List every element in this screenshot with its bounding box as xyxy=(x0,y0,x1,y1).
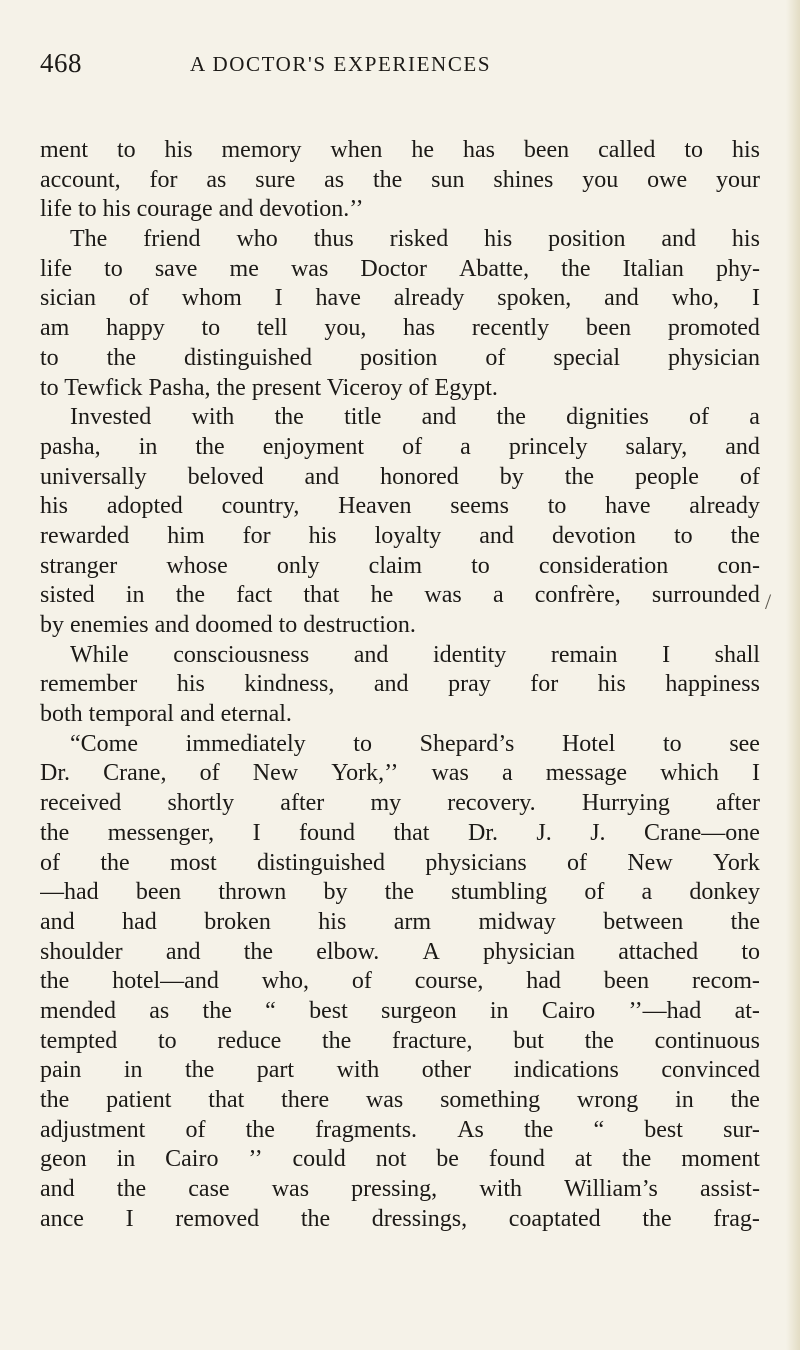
text-line: received shortly after my recovery. Hurrying after xyxy=(40,790,760,817)
text-line: and had broken his arm midway between the xyxy=(40,908,760,935)
text-line: geon in Cairo ’’ could not be found at the moment xyxy=(40,1146,760,1173)
text-line: life to save me was Doctor Abatte, the Italian phy- xyxy=(40,255,760,282)
running-title: A DOCTOR'S EXPERIENCES xyxy=(190,52,492,76)
text-line: the messenger, I found that Dr. J. J. Crane—one xyxy=(40,819,760,846)
text-line: and the case was pressing, with William’s assist- xyxy=(40,1176,760,1203)
text-line: account, for as sure as the sun shines you owe your xyxy=(40,166,760,193)
text-line: his adopted country, Heaven seems to have already xyxy=(40,493,760,520)
text-line: life to his courage and devotion.’’ xyxy=(40,196,364,223)
text-line: ance I removed the dressings, coaptated the frag- xyxy=(40,1205,760,1232)
text-line: pasha, in the enjoyment of a princely salary, and xyxy=(40,433,760,460)
text-line: shoulder and the elbow. A physician attached to xyxy=(40,938,760,965)
text-line: “Come immediately to Shepard’s Hotel to see xyxy=(70,730,760,757)
text-line: am happy to tell you, has recently been promoted xyxy=(40,315,760,342)
text-line: of the most distinguished physicians of New York xyxy=(40,849,760,876)
text-line: rewarded him for his loyalty and devotion to the xyxy=(40,522,760,549)
text-line: mended as the “ best surgeon in Cairo ’’—had at- xyxy=(40,997,760,1024)
text-line: adjustment of the fragments. As the “ best sur- xyxy=(40,1116,760,1143)
text-line: sician of whom I have already spoken, and who, I xyxy=(40,285,760,312)
text-line: ment to his memory when he has been called to his xyxy=(40,137,760,163)
text-line: stranger whose only claim to consideration con- xyxy=(40,552,760,579)
text-line: sisted in the fact that he was a confrère, surrounded xyxy=(40,582,760,609)
page-number: 468 xyxy=(40,48,82,78)
text-line: to the distinguished position of special physician xyxy=(40,344,760,371)
text-line: universally beloved and honored by the people of xyxy=(40,463,760,490)
text-line: by enemies and doomed to destruction. xyxy=(40,612,416,638)
text-line: to Tewfick Pasha, the present Viceroy of Egypt. xyxy=(40,374,498,401)
margin-mark: / xyxy=(765,589,772,614)
text-line: The friend who thus risked his position and his xyxy=(70,226,760,253)
text-line: remember his kindness, and pray for his happiness xyxy=(40,671,760,698)
text-line: Dr. Crane, of New York,’’ was a message which I xyxy=(40,760,760,787)
text-line: the patient that there was something wrong in the xyxy=(40,1087,760,1113)
body-text xyxy=(40,136,760,1234)
text-line: While consciousness and identity remain I shall xyxy=(70,641,760,668)
text-line: the hotel—and who, of course, had been recom- xyxy=(40,968,760,995)
text-line: both temporal and eternal. xyxy=(40,701,292,728)
text-line: Invested with the title and the dignities of a xyxy=(70,404,760,431)
page-header xyxy=(40,48,720,88)
page-edge-shadow xyxy=(786,0,800,1350)
text-line: tempted to reduce the fracture, but the continuous xyxy=(40,1027,760,1054)
text-line: —had been thrown by the stumbling of a donkey xyxy=(40,879,760,906)
text-line: pain in the part with other indications convinced xyxy=(40,1057,760,1084)
